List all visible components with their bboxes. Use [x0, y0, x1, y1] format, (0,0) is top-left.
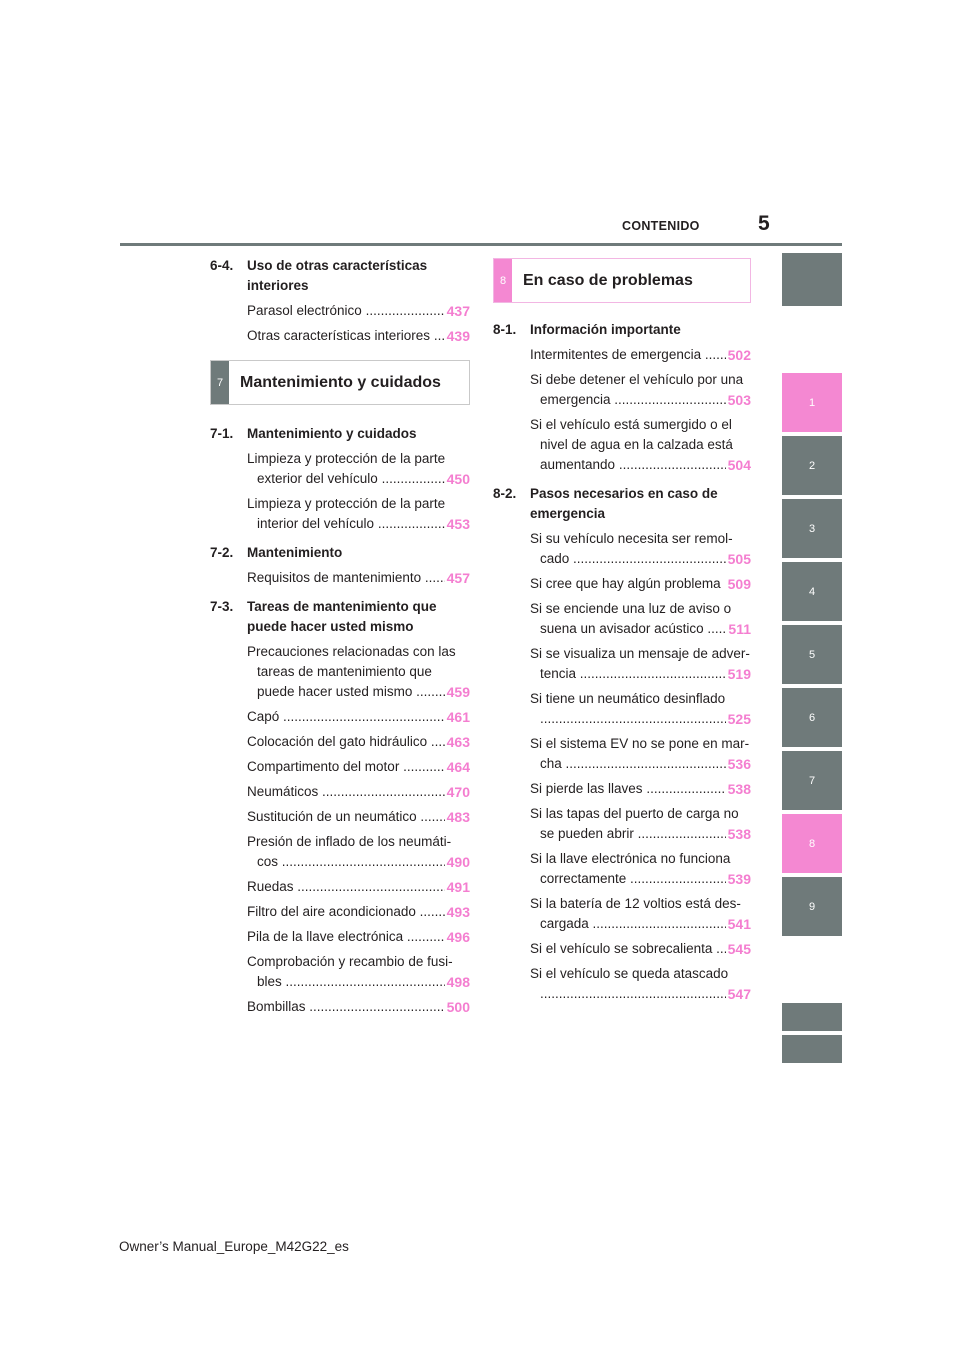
- footer-text: Owner’s Manual_Europe_M42G22_es: [119, 1239, 349, 1254]
- toc-entry[interactable]: Capó ..... 461: [247, 707, 470, 727]
- toc-entry[interactable]: Si se enciende una luz de aviso o suena un avisador acústico ..... 511: [530, 599, 751, 639]
- toc-entry[interactable]: Comprobación y recambio de fusi- bles ..... 498: [247, 952, 470, 992]
- section-7-2: 7-2. Mantenimiento: [210, 545, 343, 560]
- side-tab-3[interactable]: 3: [782, 499, 842, 558]
- side-tab-5[interactable]: 5: [782, 625, 842, 684]
- chapter-7-box: 7 Mantenimiento y cuidados: [210, 360, 470, 405]
- right-column: [493, 258, 751, 1004]
- toc-entry[interactable]: Filtro del aire acondicionado ..... 493: [247, 902, 470, 922]
- toc-entry[interactable]: Si tiene un neumático desinflado ..... 525: [530, 689, 751, 729]
- header-rule: [120, 243, 842, 246]
- toc-entry[interactable]: Si el vehículo se sobrecalienta ..... 545: [530, 939, 751, 959]
- chapter-8-title: En caso de problemas: [523, 271, 693, 289]
- section-8-2: 8-2. Pasos necesarios en caso de emergencia: [493, 486, 718, 521]
- toc-entry[interactable]: Si pierde las llaves ..... 538: [530, 779, 751, 799]
- toc-entry[interactable]: Colocación del gato hidráulico ..... 463: [247, 732, 470, 752]
- header-title: CONTENIDO: [622, 219, 700, 233]
- toc-entry[interactable]: Parasol electrónico ..... 437: [247, 301, 470, 321]
- toc-entry[interactable]: Si su vehículo necesita ser remol- cado ..... 505: [530, 529, 751, 569]
- toc-entry[interactable]: Si el sistema EV no se pone en mar- cha ..... 536: [530, 734, 751, 774]
- side-tab-6[interactable]: 6: [782, 688, 842, 747]
- toc-entry[interactable]: Ruedas ..... 491: [247, 877, 470, 897]
- toc-entry[interactable]: Otras características interiores ..... 439: [247, 326, 470, 346]
- side-tab-1[interactable]: 1: [782, 373, 842, 432]
- side-tab-blank-b: [782, 1035, 842, 1063]
- toc-entry[interactable]: Neumáticos ..... 470: [247, 782, 470, 802]
- section-7-1: 7-1. Mantenimiento y cuidados: [210, 426, 417, 441]
- toc-entry[interactable]: Si se visualiza un mensaje de adver- tencia ..... 519: [530, 644, 751, 684]
- section-7-3: 7-3. Tareas de mantenimiento que puede hacer usted mismo: [210, 599, 437, 634]
- toc-entry[interactable]: Si cree que hay algún problema 509: [530, 576, 751, 592]
- side-tab-9[interactable]: 9: [782, 877, 842, 936]
- toc-entry[interactable]: Precauciones relacionadas con las tareas de mantenimiento que puede hacer usted mismo ..... 459: [247, 642, 470, 702]
- side-tab-blank-a: [782, 1003, 842, 1031]
- side-tab-7[interactable]: 7: [782, 751, 842, 810]
- chapter-7-title: Mantenimiento y cuidados: [240, 373, 441, 391]
- toc-entry[interactable]: Limpieza y protección de la parte exterior del vehículo ..... 450: [247, 449, 470, 489]
- toc-entry[interactable]: Si debe detener el vehículo por una emergencia ..... 503: [530, 370, 751, 410]
- toc-entry[interactable]: Bombillas ..... 500: [247, 997, 470, 1017]
- side-tab-4[interactable]: 4: [782, 562, 842, 621]
- page-number: 5: [758, 212, 770, 235]
- toc-entry[interactable]: Sustitución de un neumático ..... 483: [247, 807, 470, 827]
- toc-entry[interactable]: Si la batería de 12 voltios está des- cargada ..... 541: [530, 894, 751, 934]
- section-8-1: 8-1. Información importante: [493, 322, 681, 337]
- side-tab-2[interactable]: 2: [782, 436, 842, 495]
- toc-entry[interactable]: Limpieza y protección de la parte interior del vehículo ..... 453: [247, 494, 470, 534]
- toc-entry[interactable]: Presión de inflado de los neumáti- cos ..... 490: [247, 832, 470, 872]
- toc-entry[interactable]: Intermitentes de emergencia ..... 502: [530, 345, 751, 365]
- left-column: [210, 256, 470, 1017]
- toc-entry[interactable]: Si el vehículo está sumergido o el nivel de agua en la calzada está aumentando ..... 504: [530, 415, 751, 475]
- chapter-8-box: 8 En caso de problemas: [493, 258, 751, 303]
- toc-entry[interactable]: Si las tapas del puerto de carga no se pueden abrir ..... 538: [530, 804, 751, 844]
- toc-entry[interactable]: Requisitos de mantenimiento ..... 457: [247, 568, 470, 588]
- side-tab-8[interactable]: 8: [782, 814, 842, 873]
- toc-entry[interactable]: Si la llave electrónica no funciona correctamente ..... 539: [530, 849, 751, 889]
- toc-entry[interactable]: Pila de la llave electrónica ..... 496: [247, 927, 470, 947]
- toc-entry[interactable]: Si el vehículo se queda atascado ..... 547: [530, 964, 751, 1004]
- side-tab-blank-top: [782, 253, 842, 306]
- toc-entry[interactable]: Compartimento del motor ..... 464: [247, 757, 470, 777]
- section-6-4: 6-4. Uso de otras características interiores: [210, 258, 428, 293]
